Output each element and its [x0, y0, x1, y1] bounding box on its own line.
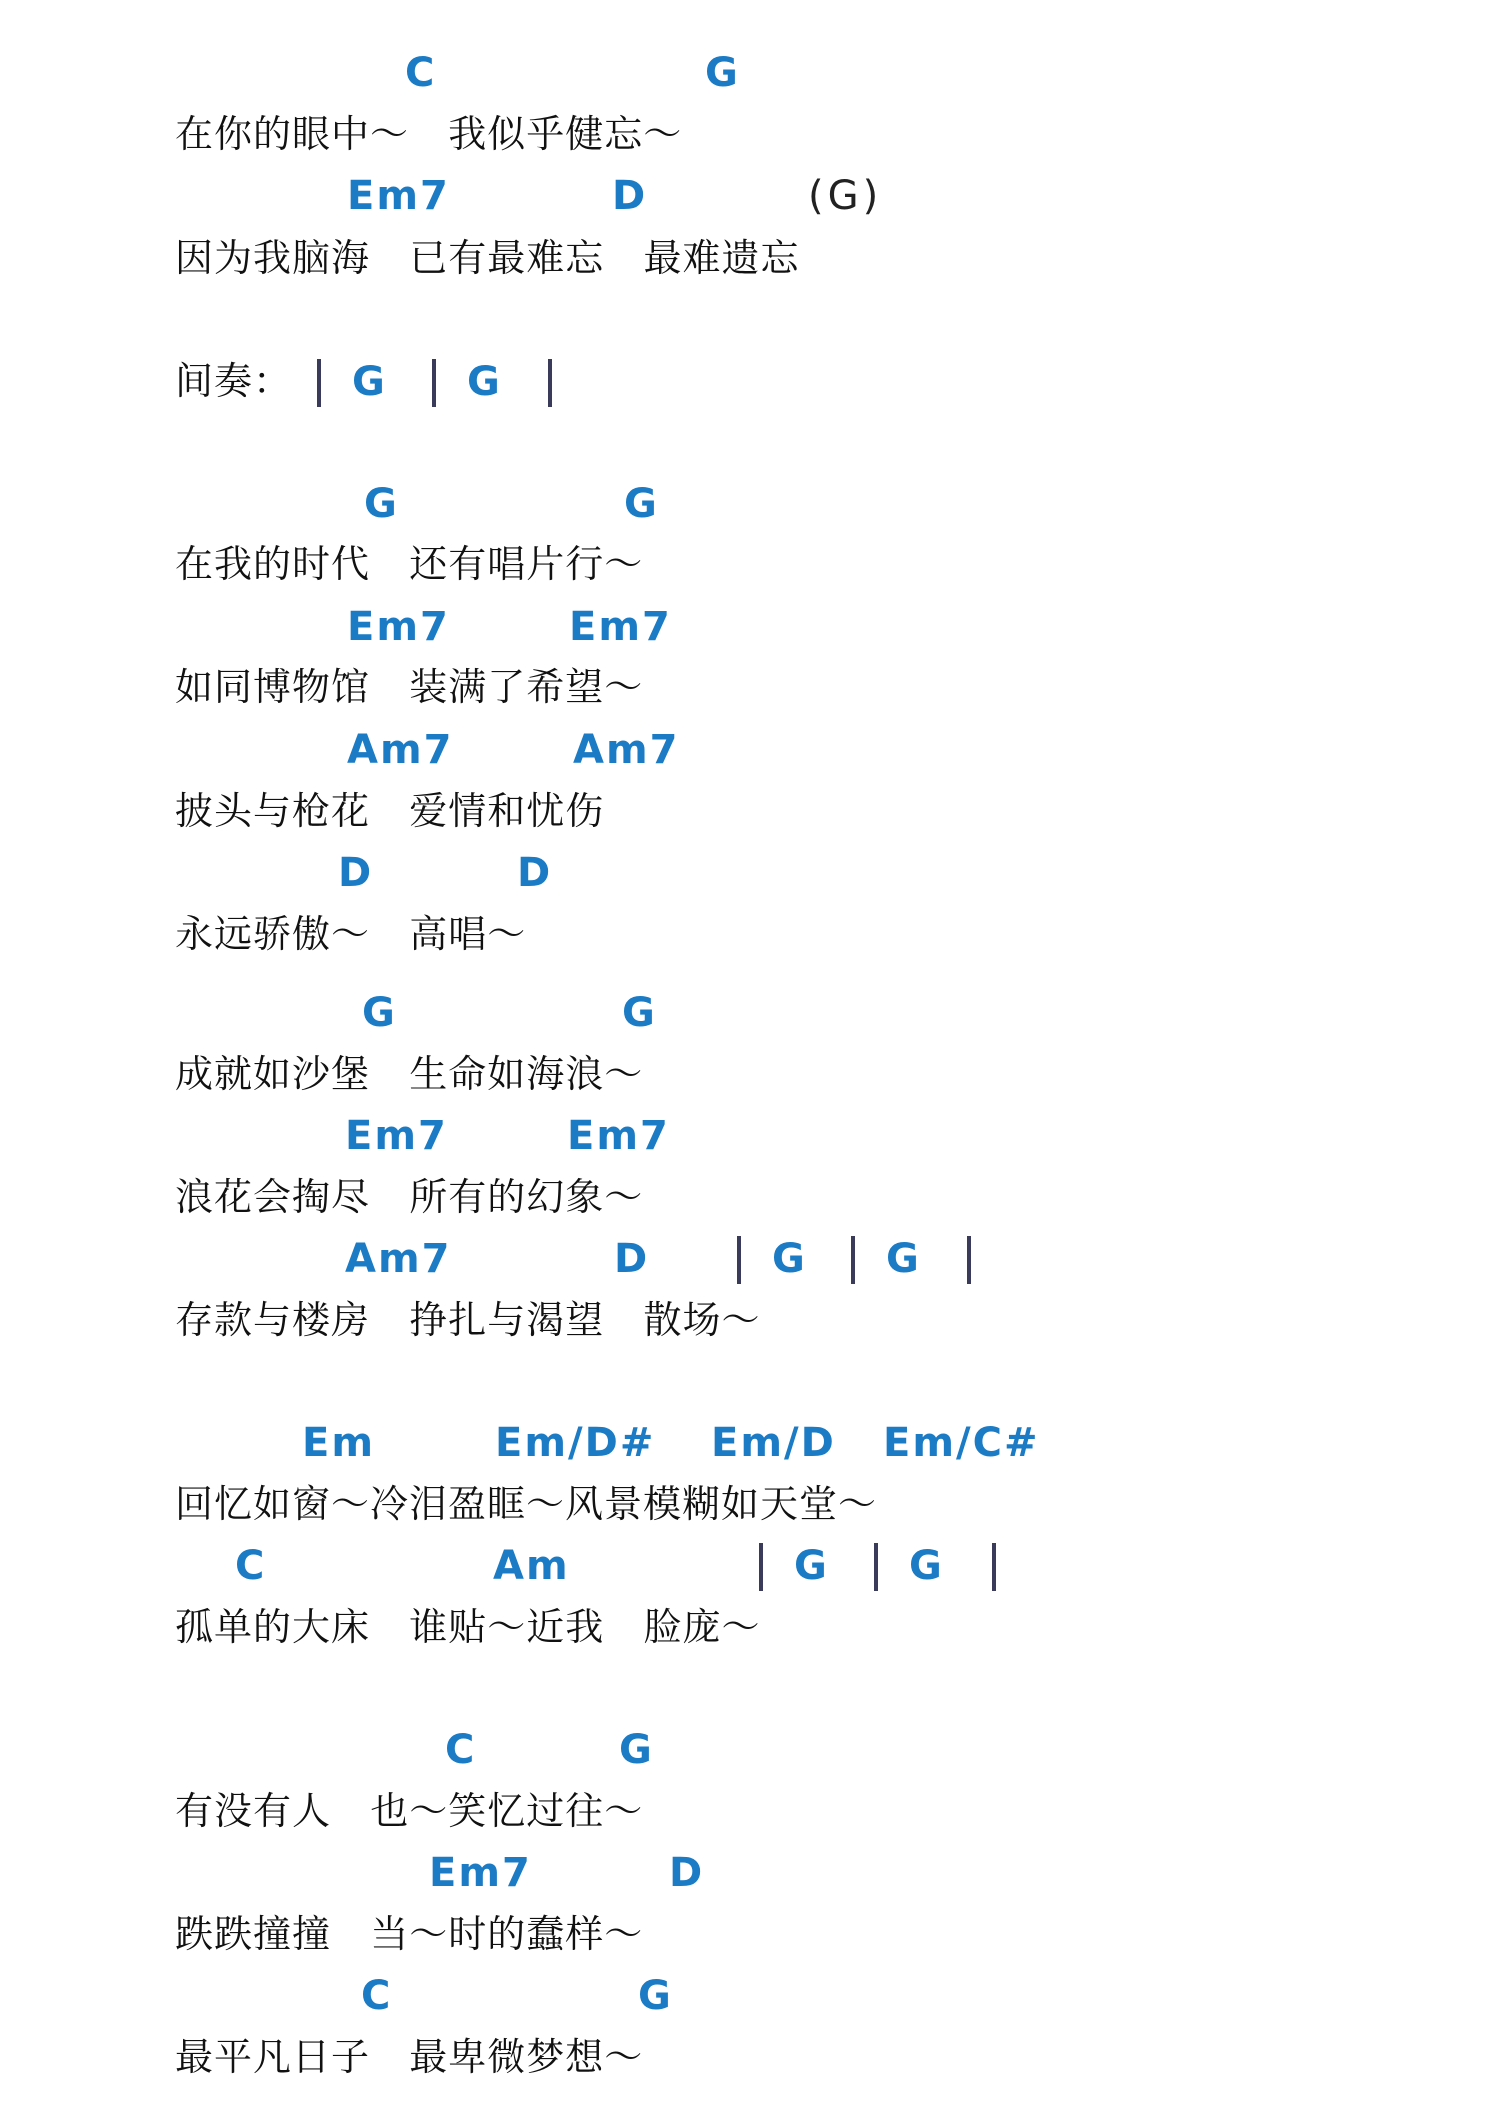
chord: Em7 [567, 1113, 670, 1159]
chord: D [669, 1850, 705, 1896]
chord: Am7 [347, 727, 454, 773]
bar-line [317, 359, 321, 407]
chord: G [794, 1543, 829, 1589]
interlude-label: 间奏： [175, 359, 293, 403]
bar-line [967, 1236, 971, 1284]
chord: (G) [808, 173, 883, 219]
chord: Am7 [573, 727, 680, 773]
chord: D [338, 850, 374, 896]
chord: C [445, 1727, 477, 1773]
chord: Em [302, 1420, 376, 1466]
bar-line [874, 1543, 878, 1591]
lyric-line: 披头与枪花 爱情和忧伤 [175, 789, 605, 833]
chord: G [352, 359, 387, 405]
chord: G [622, 990, 657, 1036]
chord: D [612, 173, 648, 219]
chord: G [624, 481, 659, 527]
chord: Em7 [429, 1850, 532, 1896]
chord: G [619, 1727, 654, 1773]
chord: Em7 [569, 604, 672, 650]
chord: Em/D [711, 1420, 836, 1466]
bar-line [548, 359, 552, 407]
bar-line [737, 1236, 741, 1284]
chord: D [517, 850, 553, 896]
chord: C [235, 1543, 267, 1589]
lyric-line: 存款与楼房 挣扎与渴望 散场～ [175, 1298, 761, 1342]
bar-line [432, 359, 436, 407]
chord: Em/C# [883, 1420, 1040, 1466]
chord: C [405, 50, 437, 96]
bar-line [759, 1543, 763, 1591]
lyric-line: 浪花会掏尽 所有的幻象～ [175, 1175, 644, 1219]
chord: G [467, 359, 502, 405]
lyric-line: 永远骄傲～ 高唱～ [175, 912, 527, 956]
chord: G [638, 1973, 673, 2019]
lyric-line: 有没有人 也～笑忆过往～ [175, 1789, 644, 1833]
chord: G [364, 481, 399, 527]
chord: G [705, 50, 740, 96]
chord: G [909, 1543, 944, 1589]
lyric-line: 最平凡日子 最卑微梦想～ [175, 2035, 644, 2079]
lyric-line: 跌跌撞撞 当～时的蠢样～ [175, 1912, 644, 1956]
chord: D [614, 1236, 650, 1282]
chord: Em7 [347, 173, 450, 219]
chord: G [362, 990, 397, 1036]
chord: Em/D# [495, 1420, 656, 1466]
lyric-line: 成就如沙堡 生命如海浪～ [175, 1052, 644, 1096]
lyric-line: 在你的眼中～ 我似乎健忘～ [175, 112, 683, 156]
chord: G [886, 1236, 921, 1282]
chord: Em7 [345, 1113, 448, 1159]
chord: Am7 [345, 1236, 452, 1282]
lyric-line: 因为我脑海 已有最难忘 最难遗忘 [175, 236, 800, 280]
bar-line [992, 1543, 996, 1591]
chord: Am [493, 1543, 570, 1589]
lyric-line: 孤单的大床 谁贴～近我 脸庞～ [175, 1605, 761, 1649]
chord: C [361, 1973, 393, 2019]
lyric-line: 如同博物馆 装满了希望～ [175, 665, 644, 709]
lyric-line: 在我的时代 还有唱片行～ [175, 542, 644, 586]
bar-line [851, 1236, 855, 1284]
chord: G [772, 1236, 807, 1282]
chord: Em7 [347, 604, 450, 650]
lyric-line: 回忆如窗～冷泪盈眶～风景模糊如天堂～ [175, 1482, 878, 1526]
